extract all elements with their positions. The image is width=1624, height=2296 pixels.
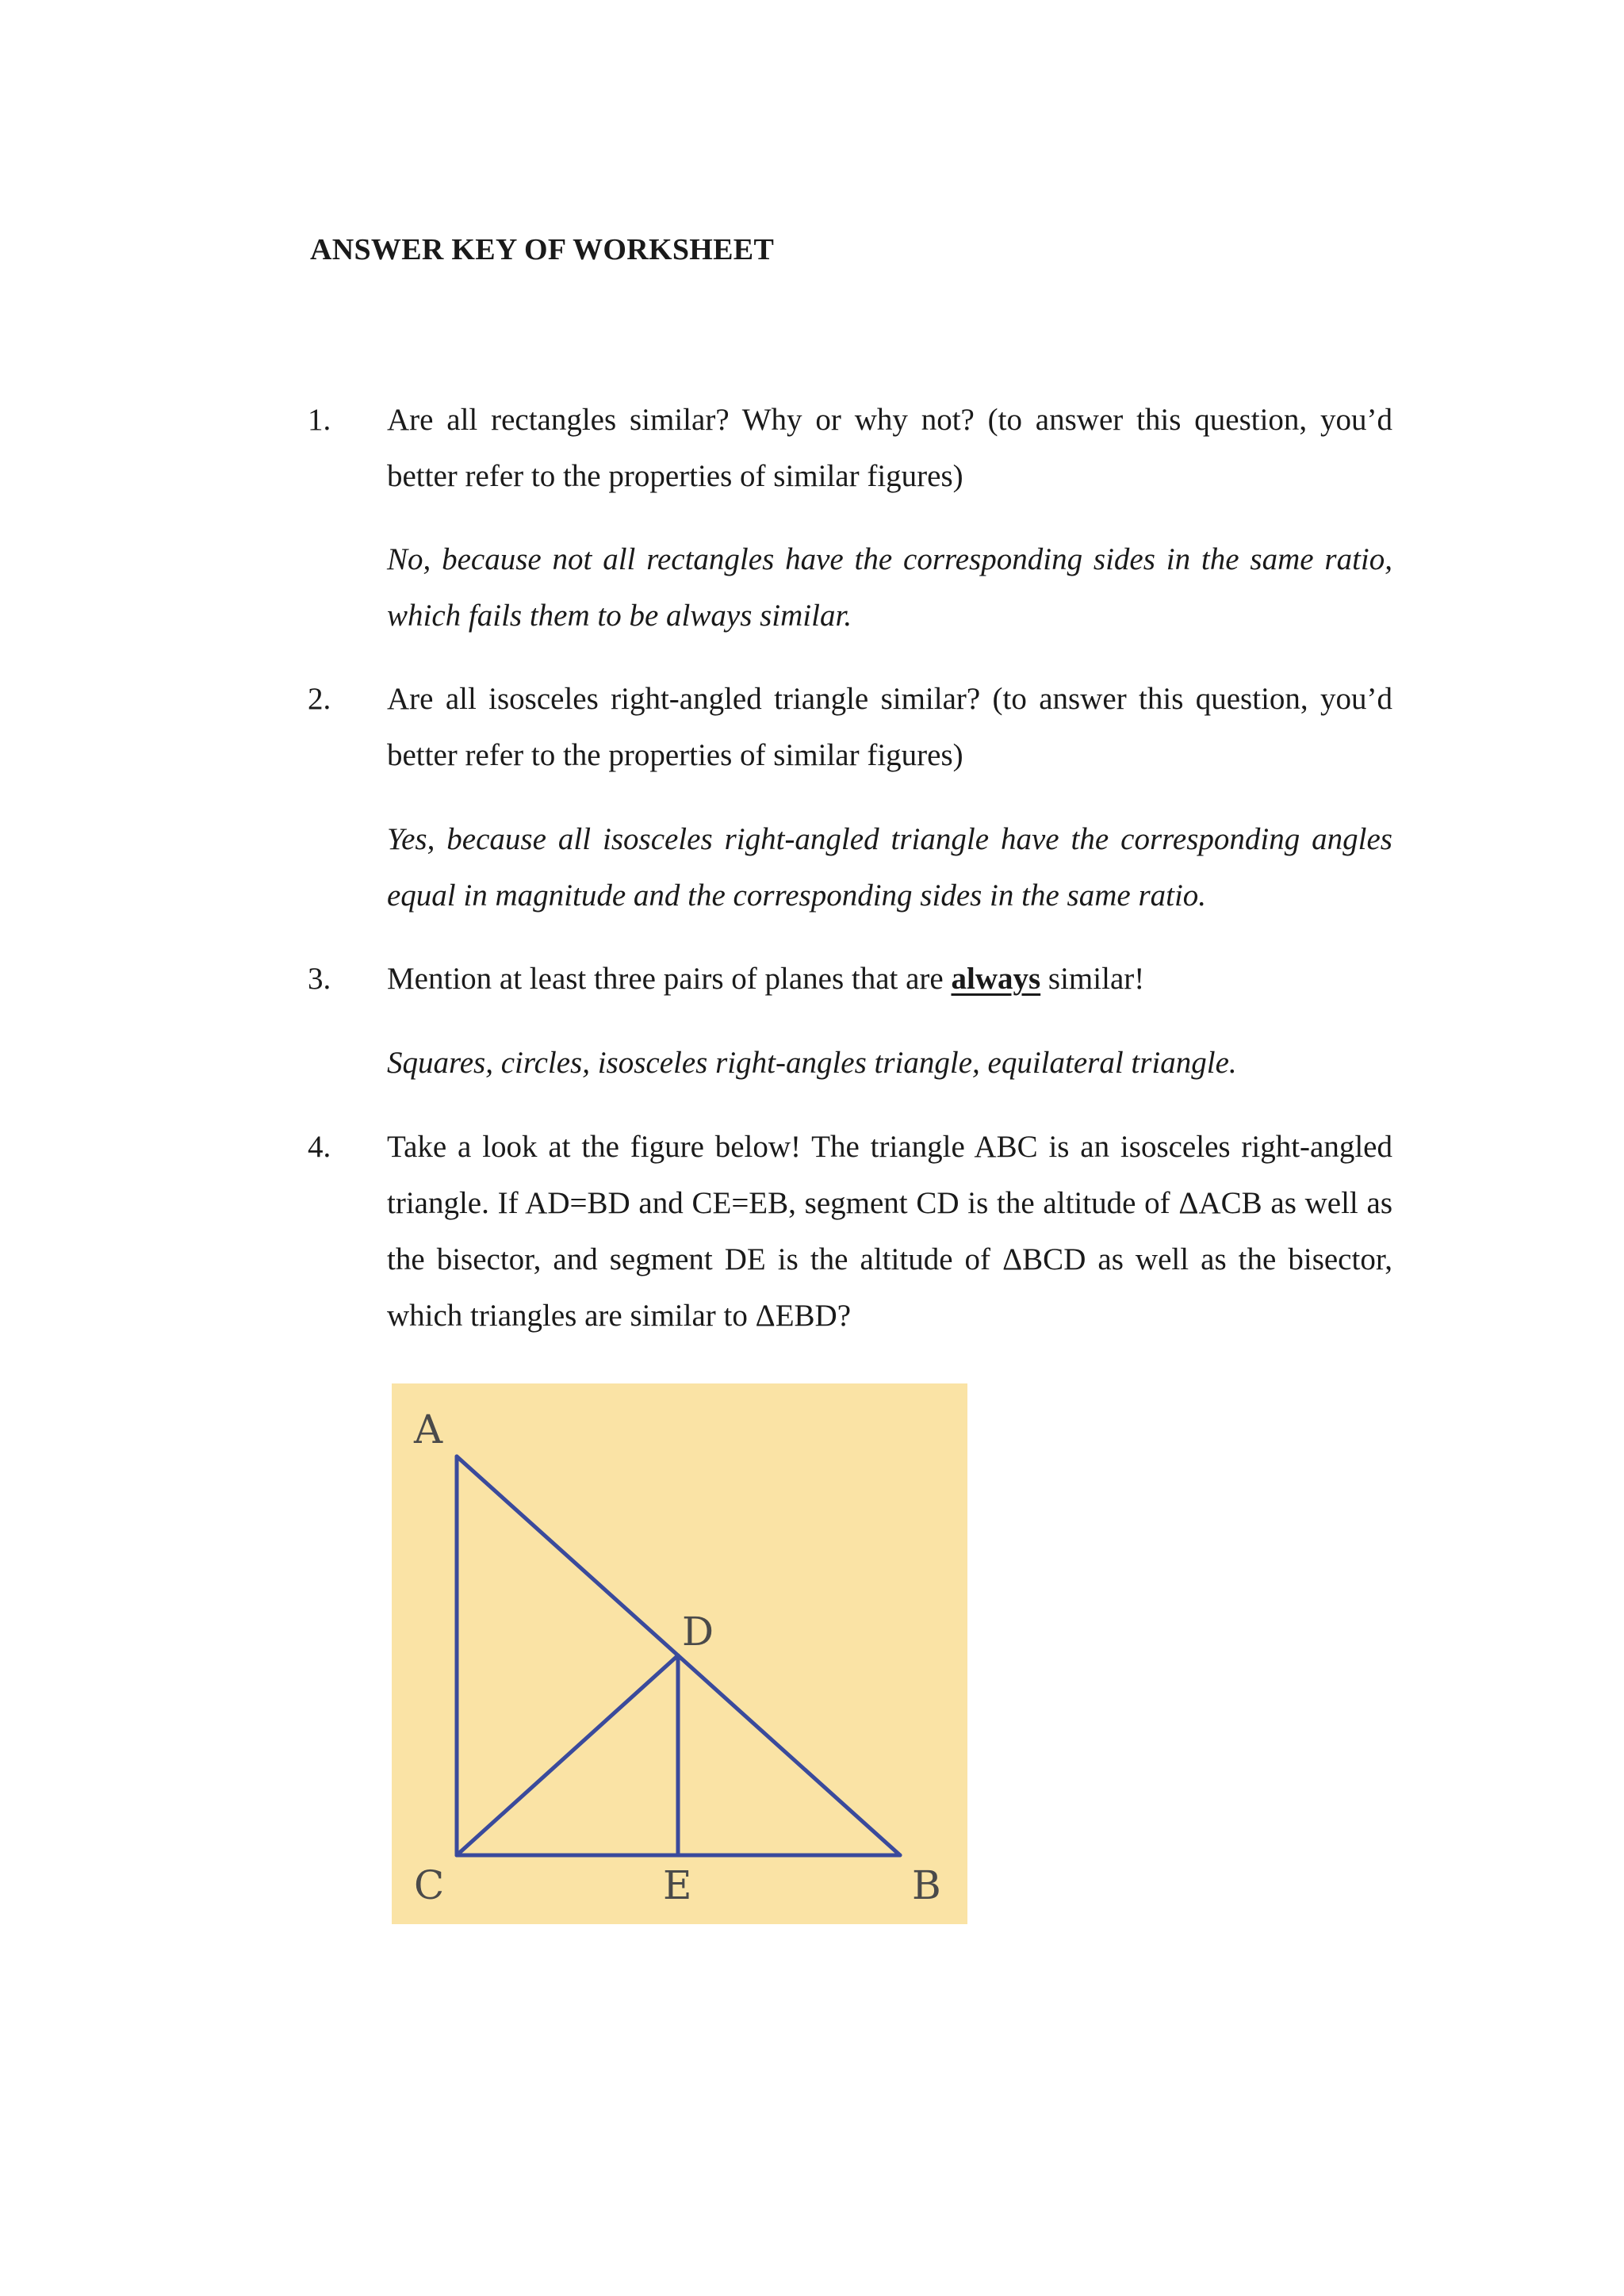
triangle-figure (392, 1383, 967, 1924)
label-c: C (414, 1862, 445, 1908)
label-b: B (912, 1862, 941, 1908)
question-3-number: 3. (308, 962, 331, 996)
question-2-number: 2. (308, 682, 331, 716)
question-3-emphasis: always (951, 962, 1041, 996)
question-3-text-after: similar! (1040, 962, 1145, 996)
question-3-answer: Squares, circles, isosceles right-angles triangle, equilateral triangle. (387, 1046, 1237, 1080)
label-a: A (414, 1406, 443, 1452)
label-e: E (663, 1862, 692, 1908)
question-2-answer: Yes, because all isosceles right-angled triangle have the corresponding angles equal in magnitude and the corresponding sides in the same ratio. (387, 822, 1392, 913)
question-2-text: Are all isosceles right-angled triangle similar? (to answer this question, you’d better refer to the properties of similar figures) (387, 682, 1392, 772)
question-1-number: 1. (308, 403, 331, 437)
question-3-text (387, 951, 1392, 1007)
label-d: D (682, 1609, 714, 1655)
question-1-answer: No, because not all rectangles have the corresponding sides in the same ratio, which fails them to be always similar. (387, 542, 1392, 633)
question-1-text: Are all rectangles similar? Why or why not? (to answer this question, you’d better refer to the properties of similar figures) (387, 403, 1392, 493)
question-4-text: Take a look at the figure below! The triangle ABC is an isosceles right-angled triangle. If AD=BD and CE=EB, segment CD is the altitude of ΔACB as well as the bisector, and segment DE is the altitude of ΔBCD as well as the bisector, which triangles are similar to ΔEBD? (387, 1130, 1392, 1333)
question-3-text-before: Mention at least three pairs of planes that are (387, 962, 952, 996)
question-4-number: 4. (308, 1130, 331, 1164)
page-title: ANSWER KEY OF WORKSHEET (310, 233, 775, 266)
triangle-diagram (392, 1383, 967, 1924)
